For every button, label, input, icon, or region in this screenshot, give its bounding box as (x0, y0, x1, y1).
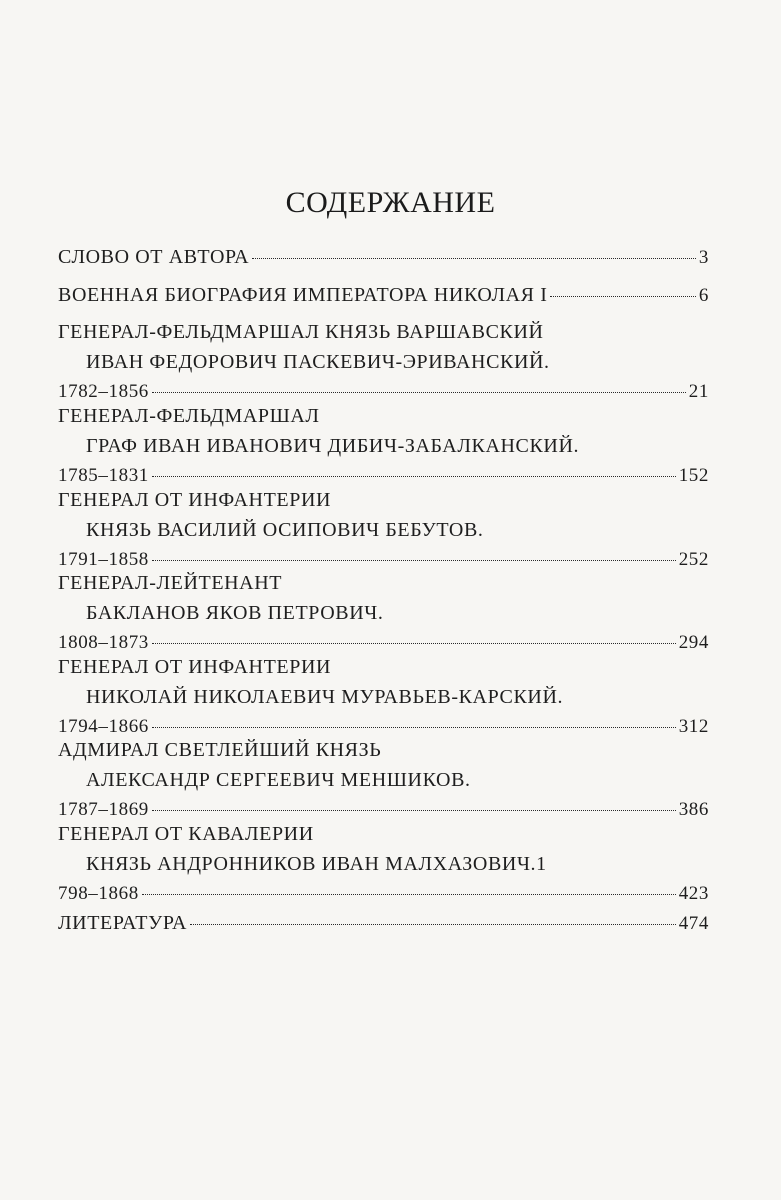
toc-line (58, 284, 709, 314)
toc-line (58, 853, 709, 883)
toc-entry (58, 489, 709, 579)
entry-years: 1791–1858 (58, 549, 149, 570)
toc-entry (58, 823, 709, 913)
toc-line (58, 656, 709, 686)
entry-name: НИКОЛАЙ НИКОЛАЕВИЧ МУРАВЬЕВ-КАРСКИЙ. (86, 686, 564, 708)
entry-rank: ГЕНЕРАЛ ОТ ИНФАНТЕРИИ (58, 489, 332, 511)
page-number: 21 (688, 381, 709, 402)
toc-line (58, 435, 709, 465)
toc-line (58, 912, 709, 942)
entry-name: АЛЕКСАНДР СЕРГЕЕВИЧ МЕНШИКОВ. (86, 769, 471, 791)
entry-years: 798–1868 (58, 883, 139, 904)
toc-line (58, 769, 709, 799)
toc-entry (58, 656, 709, 746)
dot-leader (190, 924, 676, 925)
entry-years: 1782–1856 (58, 381, 149, 402)
toc-line (58, 519, 709, 549)
entry-years: 1808–1873 (58, 632, 149, 653)
toc-line (58, 405, 709, 435)
entry-rank: ГЕНЕРАЛ-ФЕЛЬДМАРШАЛ (58, 405, 320, 427)
entry-name: КНЯЗЬ АНДРОННИКОВ ИВАН МАЛХАЗОВИЧ.1 (86, 853, 547, 875)
toc-line (58, 246, 709, 276)
dot-leader (152, 643, 676, 644)
page-number: 312 (678, 716, 709, 737)
dot-leader (252, 258, 696, 259)
toc-line (58, 739, 709, 769)
toc-line (58, 823, 709, 853)
entry-years: 1794–1866 (58, 716, 149, 737)
entry-rank: ГЕНЕРАЛ ОТ КАВАЛЕРИИ (58, 823, 314, 845)
entry-rank: ГЕНЕРАЛ ОТ ИНФАНТЕРИИ (58, 656, 332, 678)
entry-name: ИВАН ФЕДОРОВИЧ ПАСКЕВИЧ-ЭРИВАНСКИЙ. (86, 351, 550, 373)
entry-title: ЛИТЕРАТУРА (58, 912, 188, 934)
toc-line (58, 572, 709, 602)
entry-rank: ГЕНЕРАЛ-ФЕЛЬДМАРШАЛ КНЯЗЬ ВАРШАВСКИЙ (58, 321, 544, 343)
entry-name: КНЯЗЬ ВАСИЛИЙ ОСИПОВИЧ БЕБУТОВ. (86, 519, 484, 541)
toc-line (58, 883, 709, 913)
page-number: 474 (678, 913, 709, 934)
toc-entry (58, 912, 709, 942)
dot-leader (152, 810, 676, 811)
dot-leader (152, 727, 676, 728)
entry-name: БАКЛАНОВ ЯКОВ ПЕТРОВИЧ. (86, 602, 384, 624)
toc-line (58, 686, 709, 716)
entry-rank: АДМИРАЛ СВЕТЛЕЙШИЙ КНЯЗЬ (58, 739, 382, 761)
entry-years: 1787–1869 (58, 799, 149, 820)
toc-entry (58, 572, 709, 662)
page-title: СОДЕРЖАНИЕ (285, 186, 496, 219)
entry-name: ГРАФ ИВАН ИВАНОВИЧ ДИБИЧ-ЗАБАЛКАНСКИЙ. (86, 435, 580, 457)
page-number: 152 (678, 465, 709, 486)
page-number: 3 (698, 247, 709, 268)
toc-entry (58, 321, 709, 411)
toc-line (58, 321, 709, 351)
toc-entry (58, 284, 709, 314)
toc-line (58, 489, 709, 519)
entry-years: 1785–1831 (58, 465, 149, 486)
toc-entry (58, 405, 709, 495)
toc-entry (58, 739, 709, 829)
entry-title: СЛОВО ОТ АВТОРА (58, 246, 250, 268)
page-number: 423 (678, 883, 709, 904)
page-number: 294 (678, 632, 709, 653)
page-number: 6 (698, 285, 709, 306)
dot-leader (152, 476, 676, 477)
page-number: 386 (678, 799, 709, 820)
entry-rank: ГЕНЕРАЛ-ЛЕЙТЕНАНТ (58, 572, 283, 594)
dot-leader (152, 560, 676, 561)
toc-line (58, 602, 709, 632)
page-number: 252 (678, 549, 709, 570)
entry-title: ВОЕННАЯ БИОГРАФИЯ ИМПЕРАТОРА НИКОЛАЯ I (58, 284, 548, 306)
toc-entry (58, 246, 709, 276)
toc-line (58, 351, 709, 381)
dot-leader (550, 296, 695, 297)
dot-leader (152, 392, 686, 393)
dot-leader (142, 894, 676, 895)
